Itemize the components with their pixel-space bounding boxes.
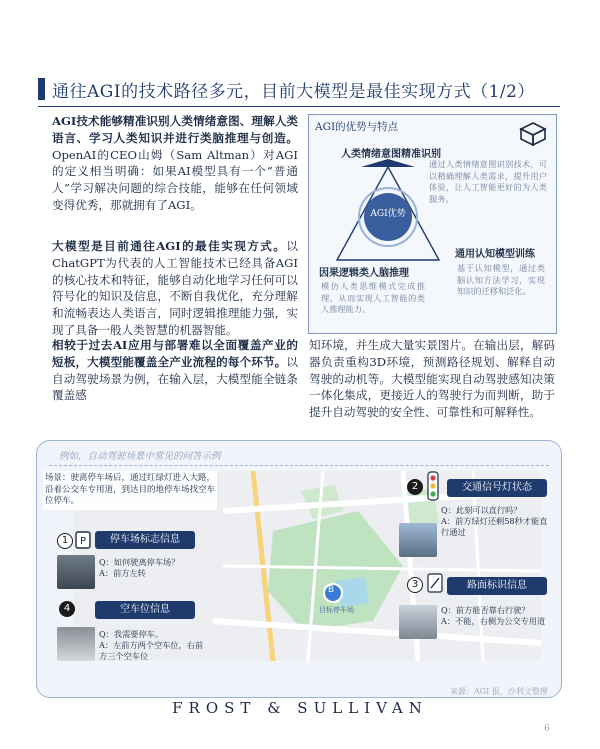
paragraph-agi-definition [52,113,298,214]
card-2-answer: A：前方绿灯还剩58秒才能直行通过 [441,516,548,537]
card-2-number: 2 [407,479,423,495]
example-title: 例如，自动驾驶场景中常见的问答示例 [59,451,221,462]
card-road-marking-header: 路面标识信息 [447,577,547,595]
card-1-question: Q：如何驶离停车场？ [99,557,180,567]
title-accent-bar [38,78,45,100]
agi-center-label: AGI优势 [370,209,406,219]
card-3-answer: A：不能，右侧为公交专用道 [441,616,546,626]
paragraph-agi-definition-body: OpenAI的CEO山姆（Sam Altman）对AGI的定义相当明确：如果AI模型具有一个“普通人”学习解决问题的综合技能，能够在任何领域变得优秀，那就拥有了AGI。 [52,147,298,212]
example-divider [49,465,549,466]
node-cognitive-model-label: 通用认知模型训练 [455,249,535,260]
card-1-number: 1 [57,533,73,549]
node-cognitive-model-desc: 基于认知模型，通过类脑认知方法学习，实现知识的迁移和泛化。 [457,263,545,296]
card-3-question: Q：前方能否靠右行驶？ [441,605,530,615]
parking-sign-icon [75,531,91,549]
node-emotion-recognition-label: 人类情绪意图精准识别 [341,149,441,160]
title-divider [38,106,560,107]
paragraph-industry-coverage-continued [309,337,555,421]
node-causal-reasoning-label: 因果逻辑类人脑推理 [319,268,409,279]
card-3-qa [441,605,549,627]
paragraph-industry-coverage [52,337,298,404]
node-emotion-recognition-desc: 通过人类情绪意图识别技术，可以精确理解人类需求，提升用户体验，让人工智能更好的为人类服务。 [429,159,547,204]
paragraph-industry-coverage-lead: 相较于过去AI应用与部署难以全面覆盖产业的短板，大模型能覆盖全产业流程的每个环节。 [52,338,298,369]
paragraph-agi-definition-lead: AGI技术能够精准识别人类情绪意图、理解人类语言、学习人类知识并进行类脑推理与创造。 [52,114,298,145]
parking-exit-photo [57,555,95,589]
card-2-question: Q：此刻可以直行吗？ [441,505,522,515]
card-parking-sign-header: 停车场标志信息 [95,531,195,549]
scene-description: 场景：驶离停车场后，通过红绿灯进入大路，沿着公交车专用道，到达目的地停车场找空车位停车。 [43,471,217,510]
node-causal-reasoning-desc: 模仿人类思维模式完成推理，从而实现人工智能的类人推理能力。 [321,281,425,314]
svg-text:P: P [79,536,87,547]
source-note: 来源：AGI 报，沙利文整理 [450,687,548,696]
card-3-number: 3 [407,577,423,593]
card-parking-space-header: 空车位信息 [95,601,195,619]
page-title-bar [38,76,560,102]
page-title: 通往AGI的技术路径多元，目前大模型是最佳实现方式（1/2） [52,82,535,102]
paragraph-llm-best-path [52,238,298,339]
card-4-number: 4 [59,601,75,617]
advantages-title: AGI的优势与特点 [315,121,399,133]
paragraph-industry-coverage-body: 以自动驾驶场景为例，在输入层，大模型能全链条覆盖感 [52,354,298,403]
paragraph-continued-body: 知环境，并生成大量实景图片。在输出层，解码器负责重构3D环境，预测路径规划、解释自动驾驶的动机等。大模型能实现自动驾驶感知决策一体化集成，更接近人的驾驶行为而判断，助于提升自动驾驶的安全性、可靠性和可解释性。 [309,338,555,420]
traffic-light-photo [399,523,437,557]
destination-label: 目标停车场 [319,606,354,614]
card-4-qa [99,629,209,662]
card-2-qa [441,505,549,538]
cube-icon [518,121,548,147]
autonomous-driving-example-panel [36,440,562,698]
paragraph-llm-best-path-body: 以ChatGPT为代表的人工智能技术已经具备AGI的核心技术和特征，能够自动化地学习任何可以符号化的知识及信息，不断自我优化，充分理解和流畅表达人类语言，同时逻辑推理能力强，实现了具备一般人类智慧的机器智能。 [52,239,298,337]
card-traffic-light-header: 交通信号灯状态 [447,479,547,497]
road-sign-icon [427,573,443,593]
card-4-question: Q：我需要停车。 [99,629,164,639]
card-1-answer: A：前方左转 [99,568,146,578]
card-1-qa [99,557,199,579]
parking-space-photo [57,627,95,661]
road-marking-photo [399,605,437,639]
agi-advantages-panel [308,114,557,334]
triangle-top-arrow [361,159,415,167]
footer-logo: FROST & SULLIVAN [172,699,428,717]
paragraph-llm-best-path-lead: 大模型是目前通往AGI的最佳实现方式。 [52,239,287,253]
page-number: 6 [544,724,550,734]
card-4-answer: A：左前方两个空车位，右前方三个空车位 [99,640,204,661]
destination-marker[interactable]: B [328,585,335,595]
traffic-light-icon [427,471,439,501]
